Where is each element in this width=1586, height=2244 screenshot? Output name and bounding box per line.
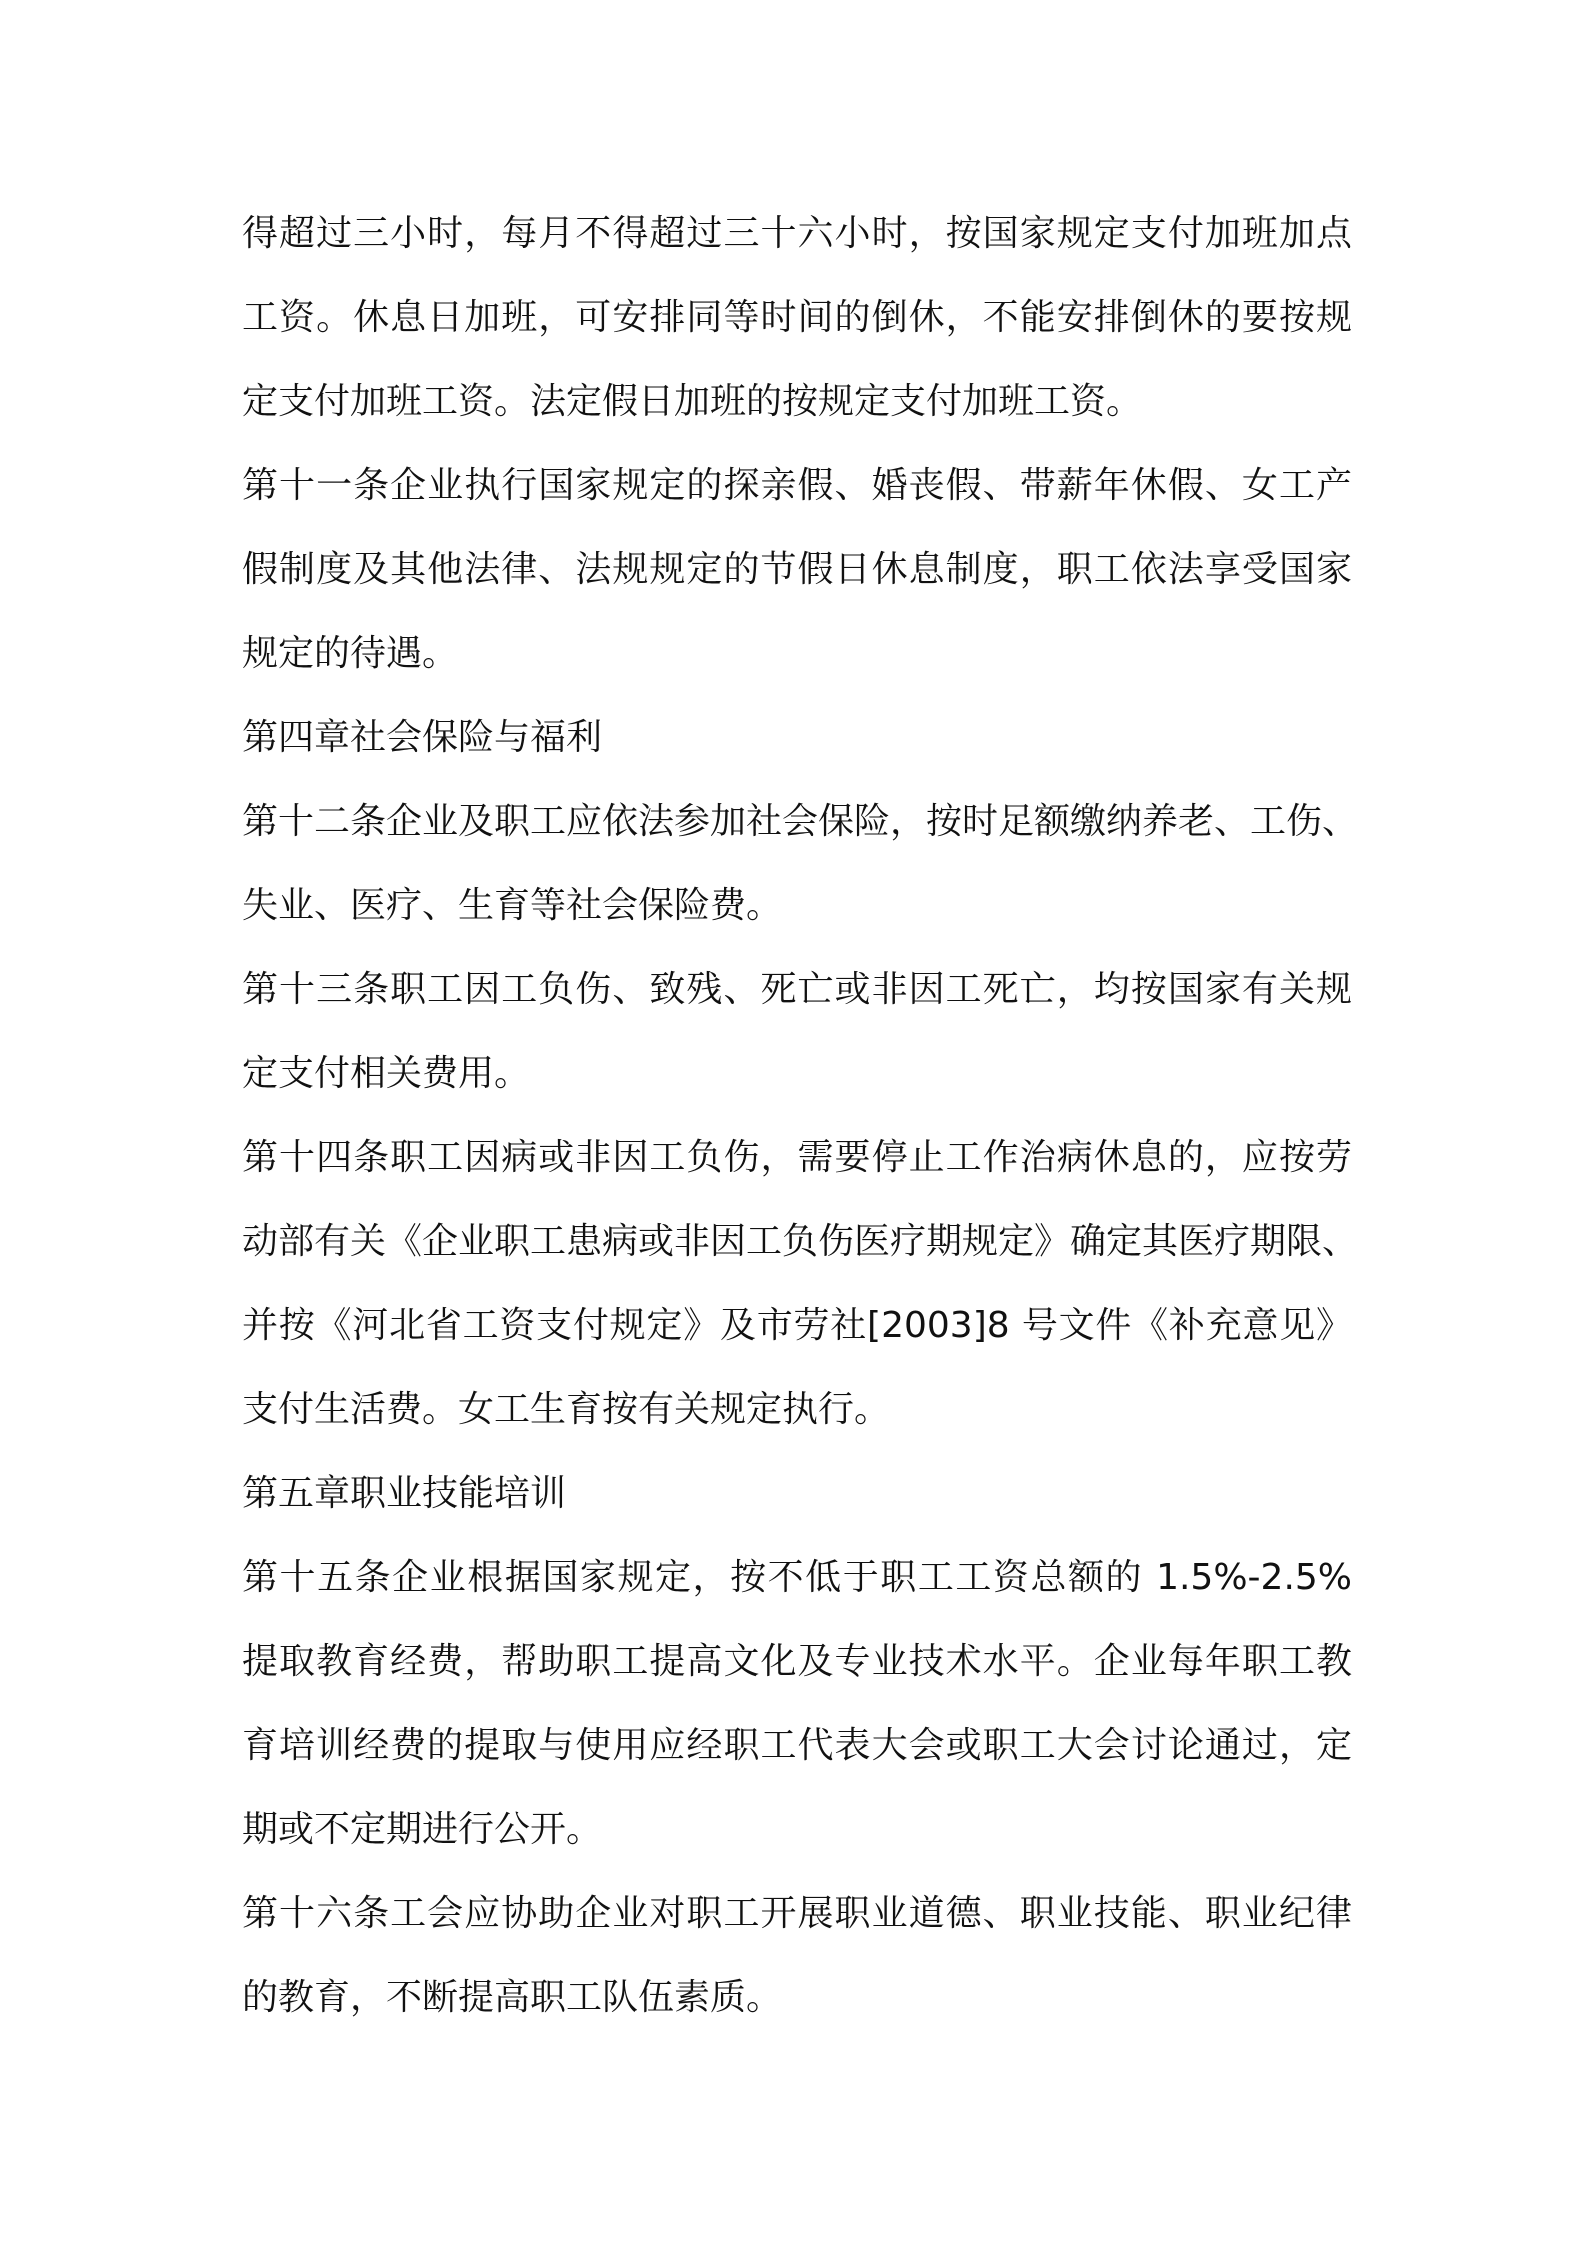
text-line: 定支付加班工资。法定假日加班的按规定支付加班工资。 bbox=[242, 381, 1143, 422]
text-line: 第十四条职工因病或非因工负伤，需要停止工作治病休息的，应按劳 bbox=[242, 1137, 1352, 1178]
text-line: 支付生活费。女工生育按有关规定执行。 bbox=[242, 1389, 891, 1430]
text-line: 第十六条工会应协助企业对职工开展职业道德、职业技能、职业纪律 bbox=[242, 1893, 1352, 1934]
text-line: 期或不定期进行公开。 bbox=[242, 1809, 603, 1850]
text-line: 提取教育经费，帮助职工提高文化及专业技术水平。企业每年职工教 bbox=[242, 1641, 1352, 1682]
text-line: 动部有关《企业职工患病或非因工负伤医疗期规定》确定其医疗期限、 bbox=[242, 1221, 1359, 1262]
text-line: 育培训经费的提取与使用应经职工代表大会或职工大会讨论通过，定 bbox=[242, 1725, 1352, 1766]
text-line: 第十五条企业根据国家规定，按不低于职工工资总额的 1.5%-2.5% bbox=[242, 1557, 1352, 1598]
chapter-heading: 第四章社会保险与福利 bbox=[242, 717, 603, 758]
text-line: 工资。休息日加班，可安排同等时间的倒休，不能安排倒休的要按规 bbox=[242, 297, 1352, 338]
text-line: 第十一条企业执行国家规定的探亲假、婚丧假、带薪年休假、女工产 bbox=[242, 465, 1352, 506]
text-line: 第十三条职工因工负伤、致残、死亡或非因工死亡，均按国家有关规 bbox=[242, 969, 1352, 1010]
text-line: 得超过三小时，每月不得超过三十六小时，按国家规定支付加班加点 bbox=[242, 213, 1352, 254]
text-line: 并按《河北省工资支付规定》及市劳社[2003]8 号文件《补充意见》 bbox=[242, 1305, 1352, 1346]
text-line: 失业、医疗、生育等社会保险费。 bbox=[242, 885, 783, 926]
text-line: 假制度及其他法律、法规规定的节假日休息制度，职工依法享受国家 bbox=[242, 549, 1352, 590]
text-line: 定支付相关费用。 bbox=[242, 1053, 531, 1094]
text-line: 规定的待遇。 bbox=[242, 633, 459, 674]
text-line: 的教育，不断提高职工队伍素质。 bbox=[242, 1977, 783, 2018]
text-line: 第十二条企业及职工应依法参加社会保险，按时足额缴纳养老、工伤、 bbox=[242, 801, 1359, 842]
document-body bbox=[242, 192, 1359, 2040]
chapter-heading: 第五章职业技能培训 bbox=[242, 1473, 567, 1514]
